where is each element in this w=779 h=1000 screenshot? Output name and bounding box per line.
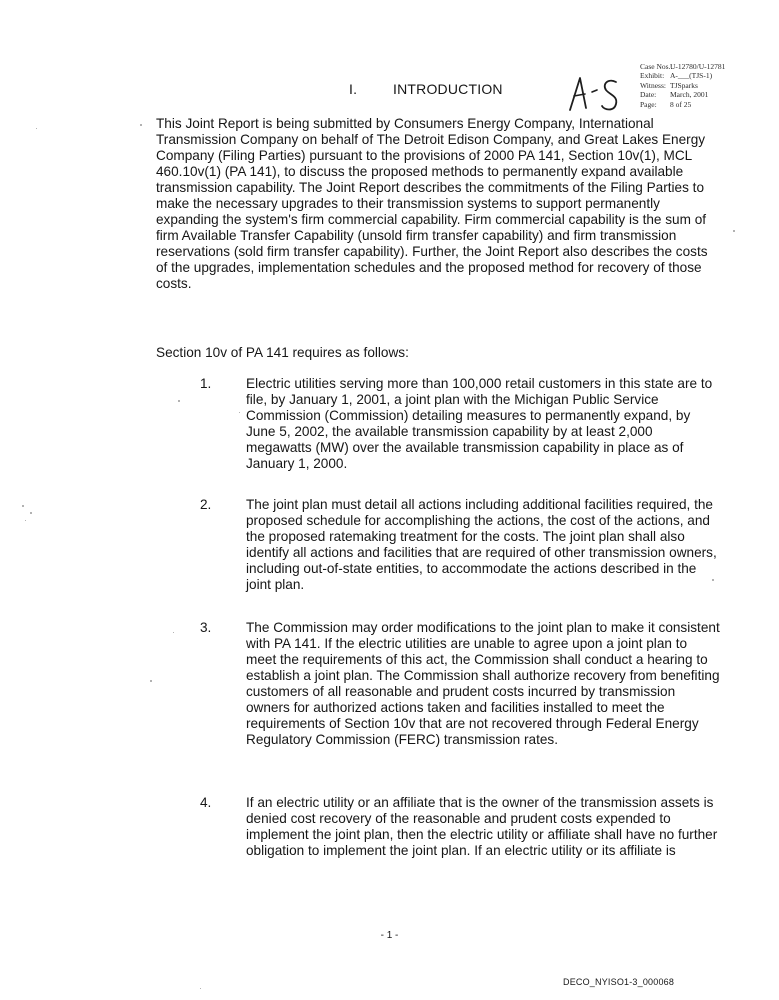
case-info-label: Page:: [640, 99, 657, 109]
case-info-block: [640, 62, 776, 109]
requirement-number: 3.: [200, 620, 212, 635]
scan-speck: [25, 520, 26, 521]
requirement-item: [200, 620, 720, 748]
case-info-label: Case Nos.:: [640, 62, 673, 71]
scan-speck: [712, 579, 714, 581]
section-number: I.: [349, 81, 358, 97]
requirement-text: If an electric utility or an affiliate that is the owner of the transmission assets is denied cost recovery of the reasonable and prudent costs expended to implement the joint plan, then the electric utility or affiliate shall have no further obligation to implement the joint plan. If an electric utility or its affiliate is: [246, 795, 718, 858]
case-info-row: [640, 81, 776, 90]
requirement-number: 4.: [200, 795, 212, 810]
requirement-number: 2.: [200, 497, 212, 512]
scan-speck: [36, 128, 37, 129]
handwritten-exhibit-mark: [566, 72, 626, 116]
section-title: INTRODUCTION: [393, 81, 503, 97]
case-info-value: A-___(TJS-1): [670, 71, 713, 81]
section-heading: [349, 80, 549, 98]
bates-number: DECO_NYISO1-3_000068: [563, 977, 675, 987]
requirement-item: [200, 795, 720, 859]
scan-speck: [178, 400, 180, 402]
case-info-value: March, 2001: [670, 90, 709, 100]
case-info-label: Witness:: [640, 80, 666, 90]
case-info-value: TJSparks: [670, 80, 698, 90]
scan-speck: [140, 124, 142, 126]
requirement-text: The joint plan must detail all actions including additional facilities required, the proposed schedule for accomplishing the actions, the cost of the actions, and the proposed ratemaking treatment for the costs. The joint plan shall also identify all actions and facilities that are required of other transmission owners, including out-of-state entities, to accommodate the actions described in the joint plan.: [246, 497, 717, 592]
scan-speck: [239, 412, 240, 413]
case-info-value: U-12780/U-12781: [670, 62, 726, 71]
requirement-number: 1.: [200, 376, 212, 391]
case-info-row: [640, 100, 776, 109]
scan-speck: [30, 512, 32, 514]
intro-paragraph: This Joint Report is being submitted by Consumers Energy Company, International Transmission Company on behalf of The Detroit Edison Company, and Great Lakes Energy Company (Filing Parties) pursuant to the provisions of 2000 PA 141, Section 10v(1), MCL 460.10v(1) (PA 141), to discuss the proposed methods to permanently expand available transmission capability. The Joint Report describes the commitments of the Filing Parties to make the necessary upgrades to their transmission systems to support permanently expanding the system's firm commercial capability. Firm commercial capability is the sum of firm Available Transfer Capability (unsold firm transfer capability) and firm transmission reservations (sold firm transfer capability). Further, the Joint Report also describes the costs of the upgrades, implementation schedules and the proposed method for recovery of those costs.: [156, 116, 708, 291]
case-info-row: [640, 90, 776, 99]
requirement-text: Electric utilities serving more than 100,000 retail customers in this state are to file, by January 1, 2001, a joint plan with the Michigan Public Service Commission (Commission) detailing measures to permanently expand, by June 5, 2002, the available transmission capability by at least 2,000 megawatts (MW) over the available transmission capability in place as of January 1, 2000.: [246, 376, 713, 471]
case-info-label: Date:: [640, 90, 657, 100]
case-info-row: [640, 62, 776, 71]
requirement-item: [200, 497, 720, 593]
scan-speck: [150, 680, 152, 682]
case-info-label: Exhibit:: [640, 71, 665, 81]
requirement-text: The Commission may order modifications to the joint plan to make it consistent with PA 141. If the electric utilities are unable to agree upon a joint plan to meet the requirements of this act, the Commission shall conduct a hearing to establish a joint plan. The Commission shall authorize recovery from benefiting customers of all reasonable and prudent costs incurred by transmission owners for authorized actions taken and facilities installed to meet the requirements of Section 10v that are not recovered through Federal Energy Regulatory Commission (FERC) transmission rates.: [246, 620, 720, 747]
lead-in-sentence: Section 10v of PA 141 requires as follows:: [156, 345, 409, 360]
scan-speck: [22, 505, 24, 507]
case-info-value: 8 of 25: [670, 99, 692, 109]
requirement-item: [200, 376, 720, 472]
case-info-row: [640, 71, 776, 80]
scan-speck: [200, 988, 201, 989]
scan-speck: [733, 230, 735, 232]
scan-speck: [173, 632, 174, 633]
page-number: - 1 -: [380, 930, 399, 941]
